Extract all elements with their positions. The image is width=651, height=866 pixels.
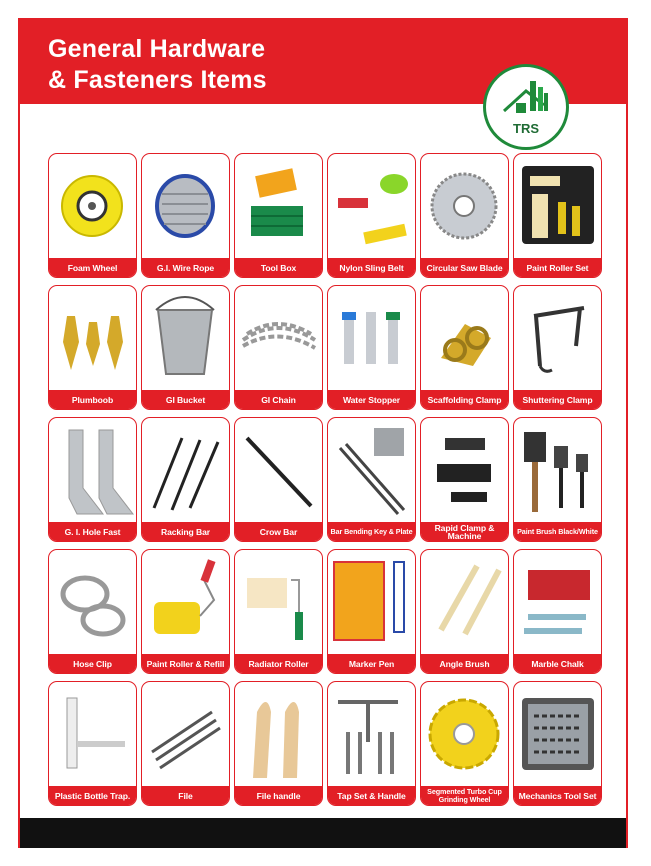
product-card [327,285,416,410]
product-label: Scaffolding Clamp [421,390,508,409]
product-card [327,417,416,542]
product-label: Paint Roller Set [514,258,601,277]
product-card [234,417,323,542]
product-label: Marble Chalk [514,654,601,673]
saw-blade-icon [421,154,507,257]
product-label: File handle [235,786,322,805]
product-card [513,285,602,410]
product-label: File [142,786,229,805]
product-label: Plumboob [49,390,136,409]
bucket-icon [142,286,228,389]
product-card [513,681,602,806]
racking-bar-icon [142,418,228,521]
logo-text: TRS [513,121,539,136]
file-handle-icon [235,682,321,785]
product-label: Racking Bar [142,522,229,541]
product-label: Plastic Bottle Trap. [49,786,136,805]
chain-icon [235,286,321,389]
product-card [420,681,509,806]
product-label: G.I. Wire Rope [142,258,229,277]
bottle-trap-icon [49,682,135,785]
product-label: G. I. Hole Fast [49,522,136,541]
scaffolding-clamp-icon [421,286,507,389]
tool-box-icon [235,154,321,257]
paint-brush-icon [514,418,600,521]
water-stopper-icon [328,286,414,389]
product-card [141,417,230,542]
hole-fast-icon [49,418,135,521]
product-card [513,153,602,278]
product-label: Nylon Sling Belt [328,258,415,277]
marker-pen-icon [328,550,414,653]
product-label: Paint Brush Black/White [514,522,601,541]
product-card [234,681,323,806]
product-label: Rapid Clamp & Machine [421,522,508,541]
product-label: GI Chain [235,390,322,409]
product-card [420,417,509,542]
product-card [48,549,137,674]
product-label: Angle Brush [421,654,508,673]
footer-bar [20,818,626,848]
product-card [141,549,230,674]
tap-set-icon [328,682,414,785]
page-title: General Hardware & Fasteners Items [48,35,267,94]
product-card [234,285,323,410]
product-label: Paint Roller & Refill [142,654,229,673]
product-card [234,153,323,278]
product-label: Water Stopper [328,390,415,409]
product-card [141,153,230,278]
product-label: Mechanics Tool Set [514,786,601,805]
product-label: Marker Pen [328,654,415,673]
product-label: Hose Clip [49,654,136,673]
company-logo [483,64,569,150]
tool-set-icon [514,682,600,785]
catalog-page [18,18,628,848]
foam-wheel-icon [49,154,135,257]
product-card [234,549,323,674]
product-card [420,549,509,674]
product-grid [48,153,602,806]
product-label: Foam Wheel [49,258,136,277]
marble-chalk-icon [514,550,600,653]
radiator-roller-icon [235,550,321,653]
product-card [48,153,137,278]
rapid-clamp-icon [421,418,507,521]
product-card [420,153,509,278]
product-card [327,549,416,674]
product-label: Bar Bending Key & Plate [328,522,415,541]
bending-key-icon [328,418,414,521]
product-label: Segmented Turbo Cup Grinding Wheel [421,786,508,805]
product-card [141,285,230,410]
paint-roller-set-icon [514,154,600,257]
grinding-wheel-icon [421,682,507,785]
product-card [48,417,137,542]
product-card [48,285,137,410]
plumb-bob-icon [49,286,135,389]
shuttering-clamp-icon [514,286,600,389]
product-label: Circular Saw Blade [421,258,508,277]
angle-brush-icon [421,550,507,653]
product-label: Radiator Roller [235,654,322,673]
file-tool-icon [142,682,228,785]
hose-clip-icon [49,550,135,653]
paint-roller-icon [142,550,228,653]
product-label: Tool Box [235,258,322,277]
crow-bar-icon [235,418,321,521]
product-label: Tap Set & Handle [328,786,415,805]
product-label: Crow Bar [235,522,322,541]
product-card [513,417,602,542]
product-card [513,549,602,674]
product-label: Shuttering Clamp [514,390,601,409]
product-card [420,285,509,410]
wire-rope-icon [142,154,228,257]
sling-belt-icon [328,154,414,257]
product-card [48,681,137,806]
product-card [141,681,230,806]
product-card [327,681,416,806]
product-label: GI Bucket [142,390,229,409]
product-card [327,153,416,278]
